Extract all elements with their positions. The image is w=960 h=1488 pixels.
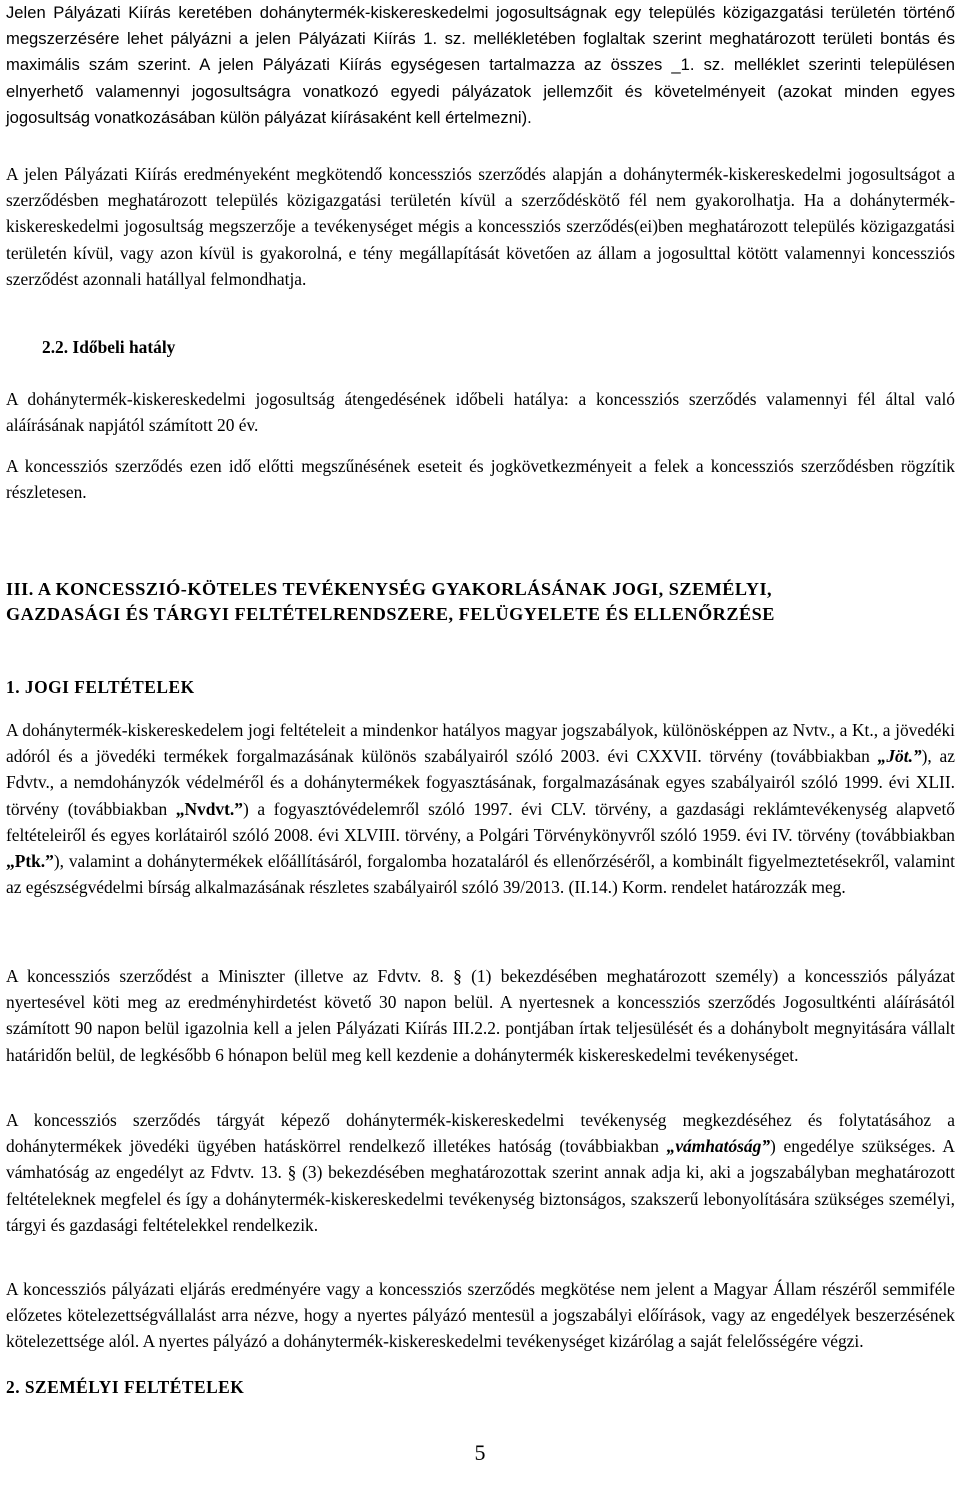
paragraph-contract-signing <box>6 963 955 1068</box>
paragraph-territorial-scope <box>6 0 955 131</box>
chapter-heading-line-2: GAZDASÁGI ÉS TÁRGYI FELTÉTELRENDSZERE, FELÜGYELETE ÉS ELLENŐRZÉSE <box>6 604 775 624</box>
page-number: 5 <box>474 1440 486 1465</box>
text-run: ) engedélye szükséges. A vámhatóság az engedélyt az Fdvtv. 13. § (3) bekezdésében meghatározottak szerint annak adja ki, aki a jogszabályban meghatározott feltételeknek megfelel és így a dohánytermék-kiskereskedelmi tevékenység biztonságos, szakszerű lebonyolítására szükséges személyi, tárgyi és gazdasági feltételekkel rendelkezik. <box>6 1136 955 1235</box>
paragraph-text: A dohánytermék-kiskereskedelmi jogosultság átengedésének időbeli hatálya: a koncessziós szerződés valamennyi fél által való aláírásának napjától számított 20 év. <box>6 389 955 436</box>
text-run: A koncessziós szerződés tárgyát képező dohánytermék-kiskereskedelmi tevékenység megkezdéséhez és folytatásához a dohánytermékek jövedéki ügyében hatáskörrel rendelkező illetékes hatóság (továbbiakban <box>6 1110 955 1157</box>
paragraph-text: A koncessziós szerződés ezen idő előtti megszűnésének eseteit és jogkövetkezményeit a felek a koncessziós szerződésben rögzítik részletesen. <box>6 456 955 503</box>
abbreviation-ptk: „Ptk.” <box>6 851 54 872</box>
abbreviation-jot: „Jöt.” <box>877 746 922 767</box>
paragraph-text: A jelen Pályázati Kiírás eredményeként megkötendő koncessziós szerződés alapján a dohánytermék-kiskereskedelmi jogosultságot a szerződésben meghatározott település közigazgatási területén kívül a szerződéskötő fél nem gyakorolhatja. Ha a dohánytermék-kiskereskedelmi jogosultság megszerzője a tevékenységet mégis a koncessziós szerződés(ei)ben meghatározott település közigazgatási területén kívül, vagy azon kívül is gyakorolná, e tény megállapítását követően az állam a jogosulttal kötött valamennyi koncessziós szerződést azonnali hatállyal felmondhatja. <box>6 164 955 289</box>
paragraph-early-termination <box>6 453 955 505</box>
paragraph-text <box>6 717 955 900</box>
section-heading-personal-conditions: 2. SZEMÉLYI FELTÉTELEK <box>6 1377 245 1397</box>
text-run: A dohánytermék-kiskereskedelem jogi feltételeit a mindenkor hatályos magyar jogszabályok, különösképpen az Nvtv., a Kt., a jövedéki adóról és a jövedéki termékek forgalmazásának különös szabályairól szóló 2003. évi CXXVII. törvény (továbbiakban <box>6 720 955 767</box>
paragraph-state-obligations <box>6 1276 955 1355</box>
section-heading-legal-conditions: 1. JOGI FELTÉTELEK <box>6 677 195 697</box>
paragraph-text <box>6 1107 955 1238</box>
chapter-heading-line-1: III. A KONCESSZIÓ-KÖTELES TEVÉKENYSÉG GYAKORLÁSÁNAK JOGI, SZEMÉLYI, <box>6 579 773 599</box>
text-run: ), valamint a dohánytermékek előállításáról, forgalomba hozataláról és ellenőrzéséről, a kombinált figyelmeztetésekről, valamint az egészségvédelmi bírság alkalmazásának részletes szabályairól szóló 39/2013. (II.14.) Korm. rendelet határozzák meg. <box>6 851 955 898</box>
paragraph-text: Jelen Pályázati Kiírás keretében dohánytermék-kiskereskedelmi jogosultságnak egy település közigazgatási területén történő megszerzésére lehet pályázni a jelen Pályázati Kiírás 1. sz. mellékletében foglaltak szerint meghatározott területi bontás és maximális szám szerint. A jelen Pályázati Kiírás egységesen tartalmazza az összes _1. sz. melléklet szerinti településen elnyerhető valamennyi jogosultságra vonatkozó egyedi pályázatok jellemzőit és követelményeit (azokat minden egyes jogosultság vonatkozásában külön pályázat kiírásaként kell értelmezni). <box>6 3 955 127</box>
section-heading-time-scope: 2.2. Időbeli hatály <box>42 337 176 357</box>
paragraph-customs-permit <box>6 1107 955 1238</box>
abbreviation-nvdvt: „Nvdvt.” <box>175 798 243 819</box>
paragraph-legal-conditions <box>6 717 955 900</box>
paragraph-territorial-restriction <box>6 161 955 292</box>
paragraph-text: A koncessziós pályázati eljárás eredményére vagy a koncessziós szerződés megkötése nem jelent a Magyar Állam részéről semmiféle előzetes kötelezettségvállalást arra nézve, hogy a nyertes pályázó mentesül a jogszabályi előírások, vagy az engedélyek beszerzésének kötelezettsége alól. A nyertes pályázó a dohánytermék-kiskereskedelmi tevékenységet kizárólag a saját felelősségére végzi. <box>6 1279 955 1352</box>
paragraph-time-scope <box>6 386 955 438</box>
text-run: ) a fogyasztóvédelemről szóló 1997. évi CLV. törvény, a gazdasági reklámtevékenység alapvető feltételeiről és egyes korlátairól szóló 2008. évi XLVIII. törvény, a Polgári Törvénykönyvről szóló 1959. évi IV. törvény (továbbiakban <box>6 798 955 845</box>
abbreviation-vamhatosag: „vámhatóság” <box>666 1136 771 1157</box>
paragraph-text: A koncessziós szerződést a Miniszter (illetve az Fdvtv. 8. § (1) bekezdésében meghatározott személy) a koncessziós pályázat nyertesével köti meg az eredményhirdetést követő 30 napon belül. A nyertesnek a koncessziós szerződés Jogosultkénti aláírásától számított 90 napon belül igazolnia kell a jelen Pályázati Kiírás III.2.2. pontjában írtak teljesülését és a dohánybolt megnyitására vállalt határidőn belül, de legkésőbb 6 hónapon belül meg kell kezdenie a dohánytermék kiskereskedelmi tevékenységet. <box>6 966 955 1065</box>
text-run: ), az Fdvtv., a nemdohányzók védelméről és a dohánytermékek fogyasztásának, forgalmazásának egyes szabályairól szóló 1999. évi XLII. törvény (továbbiakban <box>6 746 955 819</box>
